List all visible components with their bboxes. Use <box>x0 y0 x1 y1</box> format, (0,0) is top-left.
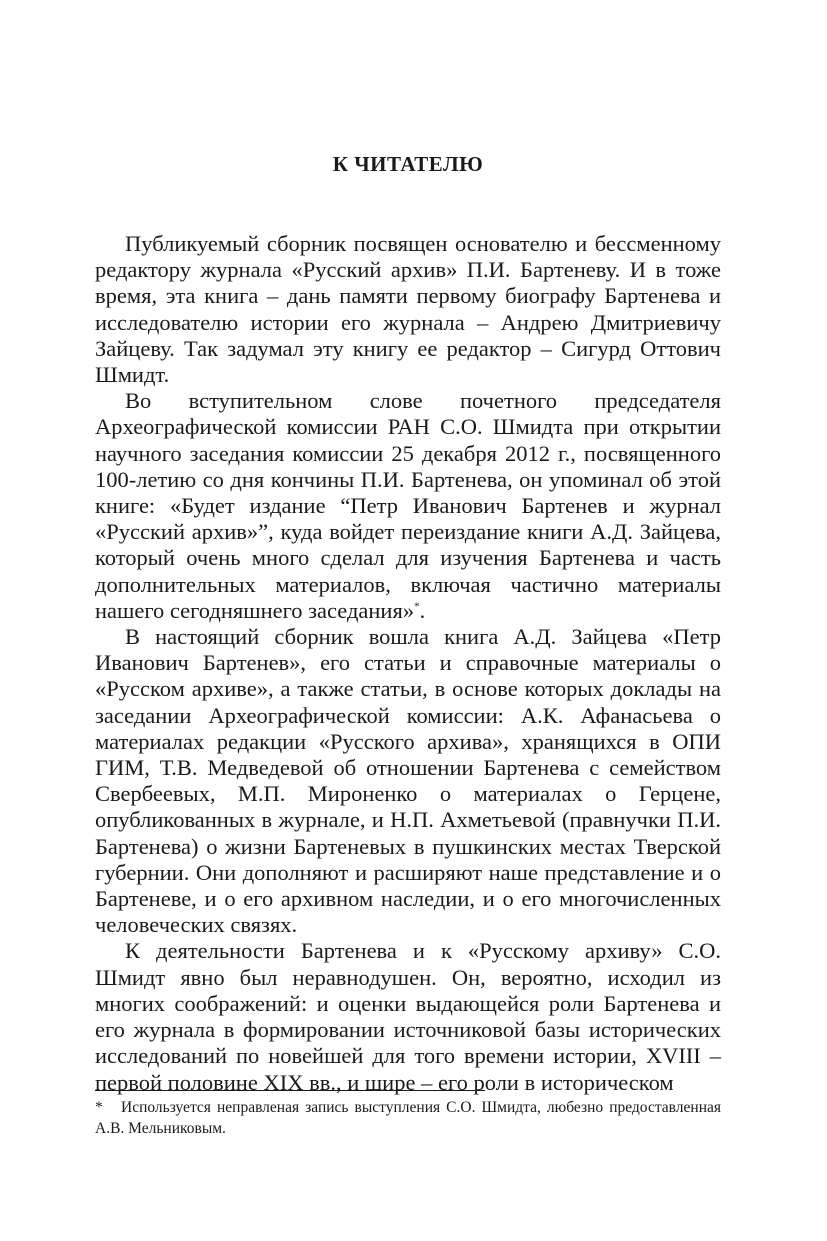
paragraph: К деятельности Бартенева и к «Русскому архиву» С.О. Шмидт явно был неравнодушен. Он, вероятно, исходил из многих соображений: и оценки выдающейся роли Бартенева и его журнала в формировании источниковой базы исторических исследований по новейшей для того времени истории, XVIII – первой половине XIX вв., и шире – его роли в историческом <box>95 938 721 1095</box>
body-text <box>95 231 721 1096</box>
footnote-text: Используется неправленая запись выступления С.О. Шмидта, любезно предоставленная А.В. Мельниковым. <box>95 1099 721 1137</box>
paragraph-text: Во вступительном слове почетного председателя Археографической комиссии РАН С.О. Шмидта при открытии научного заседания комиссии 25 декабря 2012 г., посвященного 100-летию со дня кончины П.И. Бартенева, он упоминал об этой книге: «Будет издание “Петр Иванович Бартенев и журнал «Русский архив»”, куда войдет переиздание книги А.Д. Зайцева, который очень много сделал для изучения Бартенева и часть дополнительных материалов, включая частично материалы нашего сегодняшнего заседания» <box>95 388 721 623</box>
paragraph <box>95 388 721 624</box>
paragraph: В настоящий сборник вошла книга А.Д. Зайцева «Петр Иванович Бартенев», его статьи и справочные материалы о «Русском архиве», а также статьи, в основе которых доклады на заседании Археографической комиссии: А.К. Афанасьева о материалах редакции «Русского архива», хранящихся в ОПИ ГИМ, Т.В. Медведевой об отношении Бартенева с семейством Свербеевых, М.П. Мироненко о материалах о Герцене, опубликованных в журнале, и Н.П. Ахметьевой (правнучки П.И. Бартенева) о жизни Бартеневых в пушкинских местах Тверской губернии. Они дополняют и расширяют наше представление и о Бартеневе, и о его архивном наследии, и о его многочисленных человеческих связях. <box>95 624 721 938</box>
footnote-mark: * <box>95 1099 103 1116</box>
footnote-divider <box>95 1090 485 1091</box>
paragraph: Публикуемый сборник посвящен основателю и бессменному редактору журнала «Русский архив» П.И. Бартеневу. И в тоже время, эта книга – дань памяти первому биографу Бартенева и исследователю истории его журнала – Андрею Дмитриевичу Зайцеву. Так задумал эту книгу ее редактор – Сигурд Оттович Шмидт. <box>95 231 721 388</box>
footnote <box>95 1097 721 1139</box>
footnote-reference: * <box>414 600 420 613</box>
paragraph-end: . <box>419 597 426 623</box>
page-title: К ЧИТАТЕЛЮ <box>332 152 484 176</box>
book-page <box>95 0 721 1241</box>
